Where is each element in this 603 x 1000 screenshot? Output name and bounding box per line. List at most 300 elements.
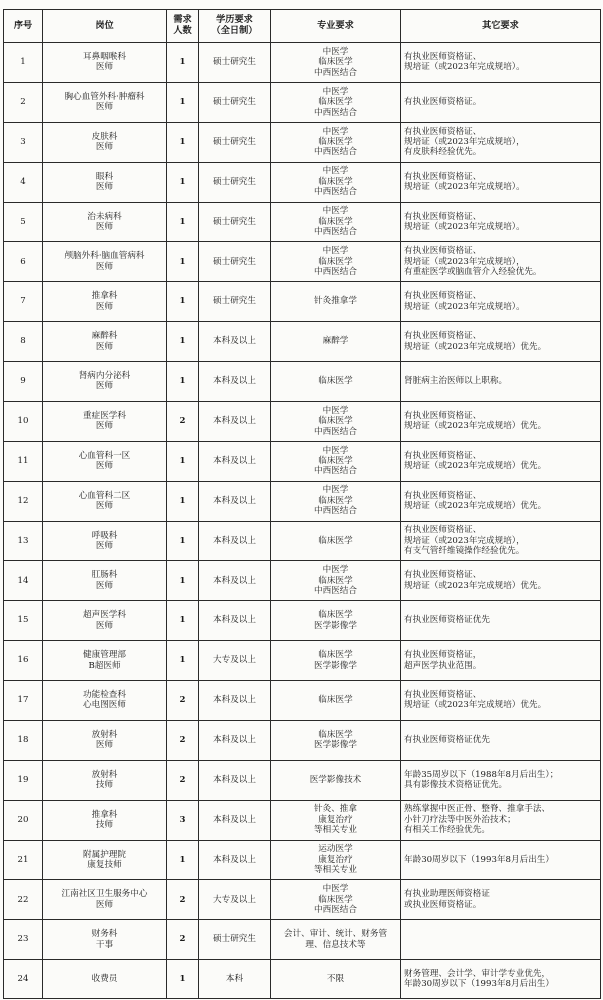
- cell-seq: [4, 362, 43, 402]
- cell-education: [199, 43, 271, 83]
- cell-other-line: 熟练掌握中医正骨、整脊、推拿手法、: [404, 804, 551, 815]
- cell-position: [43, 800, 167, 840]
- cell-position-line: 医师: [95, 341, 114, 352]
- cell-major-line: 中西医结合: [314, 586, 357, 597]
- cell-count-text: 2: [179, 774, 186, 785]
- cell-major-line: 临床医学: [318, 97, 353, 108]
- cell-position-line: 推拿科: [91, 291, 118, 302]
- table-row: [4, 481, 601, 521]
- cell-education: [199, 880, 271, 920]
- cell-other-line: 有执业医师资格证，: [404, 650, 482, 661]
- cell-position: [43, 481, 167, 521]
- cell-education: [199, 760, 271, 800]
- cell-seq-text: 18: [17, 735, 29, 746]
- cell-education-text: 硕士研究生: [213, 216, 256, 227]
- cell-position: [43, 720, 167, 760]
- cell-other: [401, 362, 601, 402]
- cell-major-line: 中西医结合: [314, 67, 357, 78]
- cell-seq: [4, 681, 43, 721]
- cell-count: [167, 202, 199, 242]
- cell-education-text: 本科及以上: [213, 615, 256, 626]
- cell-seq: [4, 202, 43, 242]
- cell-seq-text: 2: [20, 97, 26, 108]
- cell-other-line: 有执业医师资格证、: [404, 410, 482, 421]
- cell-position: [43, 840, 167, 880]
- cell-major-line: 临床医学: [318, 455, 353, 466]
- cell-count-text: 1: [179, 176, 186, 187]
- cell-other-line: 规培证（或2023年完成规培），: [404, 136, 525, 147]
- cell-other-line: 规培证（或2023年完成规培）优先。: [404, 580, 547, 591]
- cell-position-line: 医师: [95, 261, 114, 272]
- cell-major-line: 医学影像学: [314, 660, 357, 671]
- cell-seq: [4, 82, 43, 122]
- cell-other-line: 有执业医师资格证、: [404, 126, 482, 137]
- cell-seq: [4, 441, 43, 481]
- cell-major-line: 中医学: [322, 565, 349, 576]
- cell-count-text: 1: [179, 97, 186, 108]
- cell-major-line: 中西医结合: [314, 187, 357, 198]
- cell-education-text: 硕士研究生: [213, 97, 256, 108]
- cell-position: [43, 880, 167, 920]
- cell-position-line: 胸心血管外科·肿瘤科: [64, 91, 145, 102]
- cell-count-text: 1: [179, 575, 186, 586]
- cell-other-line: 具有影像技术资格证优先。: [404, 780, 508, 791]
- cell-seq: [4, 601, 43, 641]
- cell-count-text: 2: [179, 416, 186, 427]
- cell-major-line: 中西医结合: [314, 227, 357, 238]
- header-major: 专业要求: [271, 10, 401, 43]
- cell-major-line: 中医学: [322, 246, 349, 257]
- cell-major-line: 针灸、推拿: [314, 804, 357, 815]
- cell-position-line: 心血管科二区: [78, 490, 131, 501]
- cell-other: [401, 202, 601, 242]
- table-row: [4, 561, 601, 601]
- cell-education-text: 本科及以上: [213, 695, 256, 706]
- cell-major-line: 会计、审计、统计、财务管: [283, 929, 388, 940]
- cell-other-line: 有执业医师资格证优先: [404, 735, 490, 746]
- cell-seq-text: 15: [17, 615, 29, 626]
- cell-education-text: 本科及以上: [213, 455, 256, 466]
- table-row: [4, 760, 601, 800]
- cell-position-line: 医师: [95, 62, 114, 73]
- cell-major-line: 中医学: [322, 126, 349, 137]
- cell-other: [401, 282, 601, 322]
- cell-education: [199, 481, 271, 521]
- cell-position: [43, 441, 167, 481]
- cell-major-line: 针灸推拿学: [314, 296, 357, 307]
- cell-count-text: 1: [179, 136, 186, 147]
- cell-seq-text: 1: [20, 57, 26, 68]
- table-row: [4, 202, 601, 242]
- cell-other-line: 规培证（或2023年完成规培），: [404, 535, 525, 546]
- cell-other-line: 有执业助理医师资格证: [404, 889, 490, 900]
- cell-count: [167, 720, 199, 760]
- cell-count-text: 2: [179, 894, 186, 905]
- cell-position-line: 健康管理部: [83, 650, 126, 661]
- cell-major-line: 临床医学: [318, 535, 353, 546]
- cell-education-text: 本科及以上: [213, 416, 256, 427]
- cell-major: [271, 82, 401, 122]
- cell-education: [199, 162, 271, 202]
- cell-other-line: 肾脏病主治医师以上职称。: [404, 376, 508, 387]
- cell-other-line: 有执业医师资格证、: [404, 291, 482, 302]
- cell-education: [199, 561, 271, 601]
- cell-position-line: 眼科: [95, 171, 114, 182]
- cell-seq-text: 17: [17, 695, 29, 706]
- cell-major-line: 中西医结合: [314, 905, 357, 916]
- table-row: [4, 601, 601, 641]
- cell-other-line: 有执业医师资格证、: [404, 211, 482, 222]
- cell-other: [401, 720, 601, 760]
- cell-major-line: 中医学: [322, 206, 349, 217]
- cell-major-line: 临床医学: [318, 650, 353, 661]
- cell-count-text: 1: [179, 296, 186, 307]
- cell-position-line: 医师: [95, 182, 114, 193]
- table-row: [4, 681, 601, 721]
- cell-count: [167, 800, 199, 840]
- header-other: 其它要求: [401, 10, 601, 43]
- cell-position-line: 收费员: [91, 973, 118, 984]
- cell-count: [167, 162, 199, 202]
- cell-count-text: 1: [179, 336, 186, 347]
- cell-position-line: 医师: [95, 580, 114, 591]
- cell-education-text: 硕士研究生: [213, 934, 256, 945]
- cell-major-line: 临床医学: [318, 176, 353, 187]
- cell-position: [43, 362, 167, 402]
- cell-major: [271, 401, 401, 441]
- cell-seq-text: 24: [17, 973, 29, 984]
- cell-other: [401, 441, 601, 481]
- cell-seq-text: 4: [20, 176, 26, 187]
- header-count: 需求 人数: [167, 10, 199, 43]
- cell-seq-text: 21: [17, 854, 29, 865]
- cell-seq: [4, 162, 43, 202]
- cell-position-line: 肾病内分泌科: [78, 371, 131, 382]
- cell-position-line: 颅脑外科·脑血管病科: [64, 251, 145, 262]
- cell-other-line: 有皮肤科经验优先。: [404, 147, 482, 158]
- cell-education: [199, 521, 271, 561]
- cell-count: [167, 122, 199, 162]
- cell-seq-text: 6: [20, 256, 26, 267]
- cell-count-text: 1: [179, 57, 186, 68]
- cell-other-line: 规培证（或2023年完成规培）优先。: [404, 461, 547, 472]
- cell-position-line: 麻醉科: [91, 331, 118, 342]
- cell-major-line: 中医学: [322, 166, 349, 177]
- cell-seq-text: 20: [17, 814, 29, 825]
- cell-education-text: 本科及以上: [213, 854, 256, 865]
- cell-other-line: 或执业医师资格证。: [404, 899, 482, 910]
- cell-position-line: 医师: [95, 740, 114, 751]
- cell-position-line: 心电图医师: [83, 700, 126, 711]
- table-row: [4, 122, 601, 162]
- cell-education-text: 本科: [225, 973, 244, 984]
- cell-major: [271, 920, 401, 960]
- cell-position-line: 医师: [95, 301, 114, 312]
- cell-position-line: 耳鼻咽喉科: [83, 52, 126, 63]
- cell-count-text: 1: [179, 455, 186, 466]
- cell-education: [199, 441, 271, 481]
- cell-position-line: 医师: [95, 142, 114, 153]
- cell-other-line: 规培证（或2023年完成规培）。: [404, 221, 525, 232]
- header-education: 学历要求 （全日制）: [199, 10, 271, 43]
- cell-seq: [4, 760, 43, 800]
- cell-count: [167, 322, 199, 362]
- cell-count: [167, 481, 199, 521]
- cell-education-text: 本科及以上: [213, 774, 256, 785]
- table-row: [4, 401, 601, 441]
- cell-seq-text: 8: [20, 336, 26, 347]
- cell-major: [271, 840, 401, 880]
- cell-position: [43, 681, 167, 721]
- table-row: [4, 362, 601, 402]
- cell-seq: [4, 481, 43, 521]
- cell-seq-text: 11: [17, 455, 29, 466]
- cell-major: [271, 441, 401, 481]
- cell-other: [401, 641, 601, 681]
- cell-count: [167, 401, 199, 441]
- cell-major-line: 临床医学: [318, 495, 353, 506]
- cell-seq: [4, 322, 43, 362]
- cell-major-line: 麻醉学: [322, 336, 349, 347]
- cell-position-line: 医师: [95, 102, 114, 113]
- cell-other-line: 规培证（或2023年完成规培）。: [404, 62, 525, 73]
- cell-count-text: 1: [179, 854, 186, 865]
- cell-count: [167, 840, 199, 880]
- cell-seq: [4, 561, 43, 601]
- cell-major: [271, 202, 401, 242]
- cell-count-text: 1: [179, 615, 186, 626]
- cell-major-line: 康复治疗: [318, 854, 353, 865]
- table-row: [4, 880, 601, 920]
- cell-position: [43, 601, 167, 641]
- cell-other: [401, 601, 601, 641]
- cell-education: [199, 322, 271, 362]
- cell-major-line: 中医学: [322, 884, 349, 895]
- cell-major-line: 中西医结合: [314, 147, 357, 158]
- cell-major-line: 中西医结合: [314, 267, 357, 278]
- cell-position: [43, 122, 167, 162]
- cell-other: [401, 401, 601, 441]
- cell-seq: [4, 401, 43, 441]
- cell-education: [199, 840, 271, 880]
- table-row: [4, 322, 601, 362]
- cell-other: [401, 242, 601, 282]
- cell-major-line: 中西医结合: [314, 506, 357, 517]
- cell-other: [401, 760, 601, 800]
- cell-other-line: 规培证（或2023年完成规培）优先。: [404, 341, 547, 352]
- cell-position-line: 皮肤科: [91, 131, 118, 142]
- cell-major-line: 医学影像学: [314, 620, 357, 631]
- cell-major: [271, 122, 401, 162]
- cell-major: [271, 641, 401, 681]
- cell-major-line: 理、信息技术等: [305, 939, 366, 950]
- cell-education-text: 本科及以上: [213, 535, 256, 546]
- cell-major-line: 中医学: [322, 445, 349, 456]
- cell-other-line: 有执业医师资格证。: [404, 97, 482, 108]
- cell-seq-text: 16: [17, 655, 29, 666]
- cell-other-line: 规培证（或2023年完成规培）优先。: [404, 421, 547, 432]
- cell-count-text: 1: [179, 495, 186, 506]
- cell-education: [199, 242, 271, 282]
- cell-major-line: 临床医学: [318, 376, 353, 387]
- cell-position: [43, 641, 167, 681]
- cell-seq: [4, 920, 43, 960]
- cell-education-text: 本科及以上: [213, 575, 256, 586]
- cell-position: [43, 760, 167, 800]
- cell-other: [401, 322, 601, 362]
- cell-other-line: 年龄35周岁以下（1988年8月后出生）；: [404, 769, 559, 780]
- cell-other: [401, 681, 601, 721]
- cell-major-line: 临床医学: [318, 416, 353, 427]
- cell-other-line: 年龄30周岁以下（1993年8月后出生）: [404, 854, 554, 865]
- cell-major-line: 等相关专业: [314, 865, 357, 876]
- cell-count: [167, 282, 199, 322]
- cell-education-text: 本科及以上: [213, 814, 256, 825]
- cell-position-line: 功能检查科: [83, 690, 126, 701]
- cell-other-line: 有执业医师资格证、: [404, 246, 482, 257]
- cell-major: [271, 880, 401, 920]
- cell-major-line: 医学影像学: [314, 740, 357, 751]
- table-row: [4, 441, 601, 481]
- cell-education: [199, 82, 271, 122]
- cell-education-text: 硕士研究生: [213, 176, 256, 187]
- cell-position-line: 推拿科: [91, 809, 118, 820]
- cell-count-text: 1: [179, 655, 186, 666]
- table-row: [4, 840, 601, 880]
- table-row: [4, 800, 601, 840]
- cell-major-line: 等相关专业: [314, 825, 357, 836]
- header-row: [4, 10, 601, 43]
- cell-other-line: 年龄30周岁以下（1993年8月后出生）: [404, 979, 554, 990]
- cell-major: [271, 681, 401, 721]
- cell-other-line: 有执业医师资格证、: [404, 690, 482, 701]
- cell-other-line: 有支气管纤维镜操作经验优先。: [404, 546, 525, 557]
- cell-other-line: 有相关工作经验优先。: [404, 825, 490, 836]
- cell-education-text: 硕士研究生: [213, 57, 256, 68]
- cell-count-text: 3: [179, 814, 186, 825]
- cell-position-line: 放射科: [91, 769, 118, 780]
- table-row: [4, 960, 601, 999]
- cell-count: [167, 960, 199, 999]
- cell-position-line: 医师: [95, 501, 114, 512]
- cell-other: [401, 521, 601, 561]
- cell-count-text: 2: [179, 934, 186, 945]
- cell-count: [167, 242, 199, 282]
- cell-count: [167, 521, 199, 561]
- cell-major-line: 中西医结合: [314, 426, 357, 437]
- cell-seq-text: 3: [20, 136, 26, 147]
- cell-major-line: 临床医学: [318, 894, 353, 905]
- header-position: 岗位: [43, 10, 167, 43]
- cell-major: [271, 43, 401, 83]
- cell-position: [43, 162, 167, 202]
- cell-education: [199, 641, 271, 681]
- cell-position-line: 重症医学科: [83, 410, 126, 421]
- cell-education-text: 本科及以上: [213, 336, 256, 347]
- cell-education-text: 硕士研究生: [213, 136, 256, 147]
- cell-seq-text: 12: [17, 495, 29, 506]
- recruitment-table: [3, 9, 601, 999]
- cell-position: [43, 920, 167, 960]
- cell-major-line: 康复治疗: [318, 814, 353, 825]
- cell-major: [271, 960, 401, 999]
- cell-count: [167, 641, 199, 681]
- cell-count-text: 1: [179, 256, 186, 267]
- cell-count: [167, 681, 199, 721]
- cell-position-line: 江南社区卫生服务中心: [61, 889, 148, 900]
- cell-count-text: 1: [179, 535, 186, 546]
- cell-other-line: 规培证（或2023年完成规培），: [404, 256, 525, 267]
- cell-position: [43, 282, 167, 322]
- cell-position-line: 医师: [95, 620, 114, 631]
- cell-other: [401, 82, 601, 122]
- cell-position: [43, 521, 167, 561]
- cell-major: [271, 162, 401, 202]
- cell-seq: [4, 641, 43, 681]
- cell-education: [199, 960, 271, 999]
- cell-position: [43, 242, 167, 282]
- cell-seq-text: 5: [20, 216, 26, 227]
- cell-position-line: 治未病科: [87, 211, 122, 222]
- table-row: [4, 242, 601, 282]
- table-row: [4, 162, 601, 202]
- cell-count-text: 2: [179, 735, 186, 746]
- cell-other-line: 有执业医师资格证、: [404, 52, 482, 63]
- cell-other-line: 有重症医学或脑血管介入经验优先。: [404, 267, 542, 278]
- cell-major-line: 临床医学: [318, 575, 353, 586]
- cell-major: [271, 282, 401, 322]
- cell-other-line: 规培证（或2023年完成规培）。: [404, 301, 525, 312]
- cell-position-line: 医师: [95, 540, 114, 551]
- cell-position-line: 医师: [95, 421, 114, 432]
- table-row: [4, 521, 601, 561]
- cell-education: [199, 282, 271, 322]
- cell-major: [271, 362, 401, 402]
- cell-count-text: 1: [179, 216, 186, 227]
- cell-seq-text: 22: [17, 894, 29, 905]
- cell-seq-text: 14: [17, 575, 29, 586]
- cell-other: [401, 840, 601, 880]
- cell-position: [43, 401, 167, 441]
- table-row: [4, 82, 601, 122]
- cell-education-text: 本科及以上: [213, 495, 256, 506]
- cell-other-line: 有执业医师资格证、: [404, 570, 482, 581]
- cell-major: [271, 521, 401, 561]
- cell-count: [167, 561, 199, 601]
- cell-other: [401, 561, 601, 601]
- cell-seq: [4, 720, 43, 760]
- cell-other: [401, 43, 601, 83]
- cell-position-line: 医师: [95, 221, 114, 232]
- cell-major-line: 临床医学: [318, 216, 353, 227]
- cell-count: [167, 880, 199, 920]
- cell-major-line: 临床医学: [318, 136, 353, 147]
- cell-education-text: 本科及以上: [213, 376, 256, 387]
- cell-position: [43, 322, 167, 362]
- cell-position-line: 医师: [95, 899, 114, 910]
- cell-seq: [4, 242, 43, 282]
- cell-other: [401, 880, 601, 920]
- cell-education-text: 大专及以上: [213, 894, 256, 905]
- cell-seq: [4, 43, 43, 83]
- table-row: [4, 43, 601, 83]
- cell-other: [401, 162, 601, 202]
- cell-count: [167, 82, 199, 122]
- cell-other: [401, 920, 601, 960]
- cell-seq-text: 10: [17, 416, 29, 427]
- cell-education: [199, 920, 271, 960]
- cell-education: [199, 122, 271, 162]
